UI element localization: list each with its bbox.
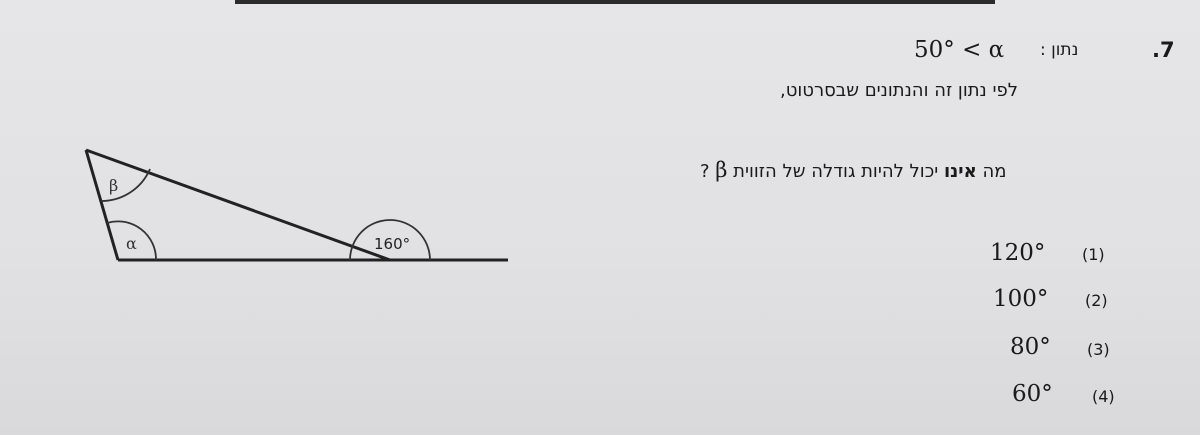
question-prompt xyxy=(700,158,1006,182)
option-4-value: 60° xyxy=(1012,381,1053,407)
option-1-number: (1) xyxy=(1082,245,1105,264)
prompt-middle: יכול להיות גודלה של הזווית xyxy=(727,161,944,182)
context-line: לפי נתון זה והנתונים שבסרטוט, xyxy=(780,80,1018,101)
given-label: נתון : xyxy=(1040,40,1079,60)
question-number: .7 xyxy=(1152,38,1175,62)
prompt-beta-symbol: β xyxy=(715,158,728,182)
beta-label: β xyxy=(109,176,119,195)
option-3-value: 80° xyxy=(1010,334,1051,360)
prompt-emphasis: אינו xyxy=(943,161,977,182)
option-2-number: (2) xyxy=(1085,291,1108,310)
option-1-value: 120° xyxy=(990,240,1046,266)
option-4-number: (4) xyxy=(1092,387,1115,406)
given-expression: 50° < α xyxy=(914,37,1005,63)
prompt-end: ? xyxy=(700,161,716,182)
triangle-figure xyxy=(0,0,520,280)
triangle-lines xyxy=(86,150,508,260)
triangle-left-side xyxy=(86,150,118,260)
exterior-angle-label: 160° xyxy=(374,235,411,253)
prompt-start: מה xyxy=(976,161,1007,182)
alpha-label: α xyxy=(126,234,137,253)
option-3-number: (3) xyxy=(1087,340,1110,359)
option-2-value: 100° xyxy=(993,286,1049,312)
